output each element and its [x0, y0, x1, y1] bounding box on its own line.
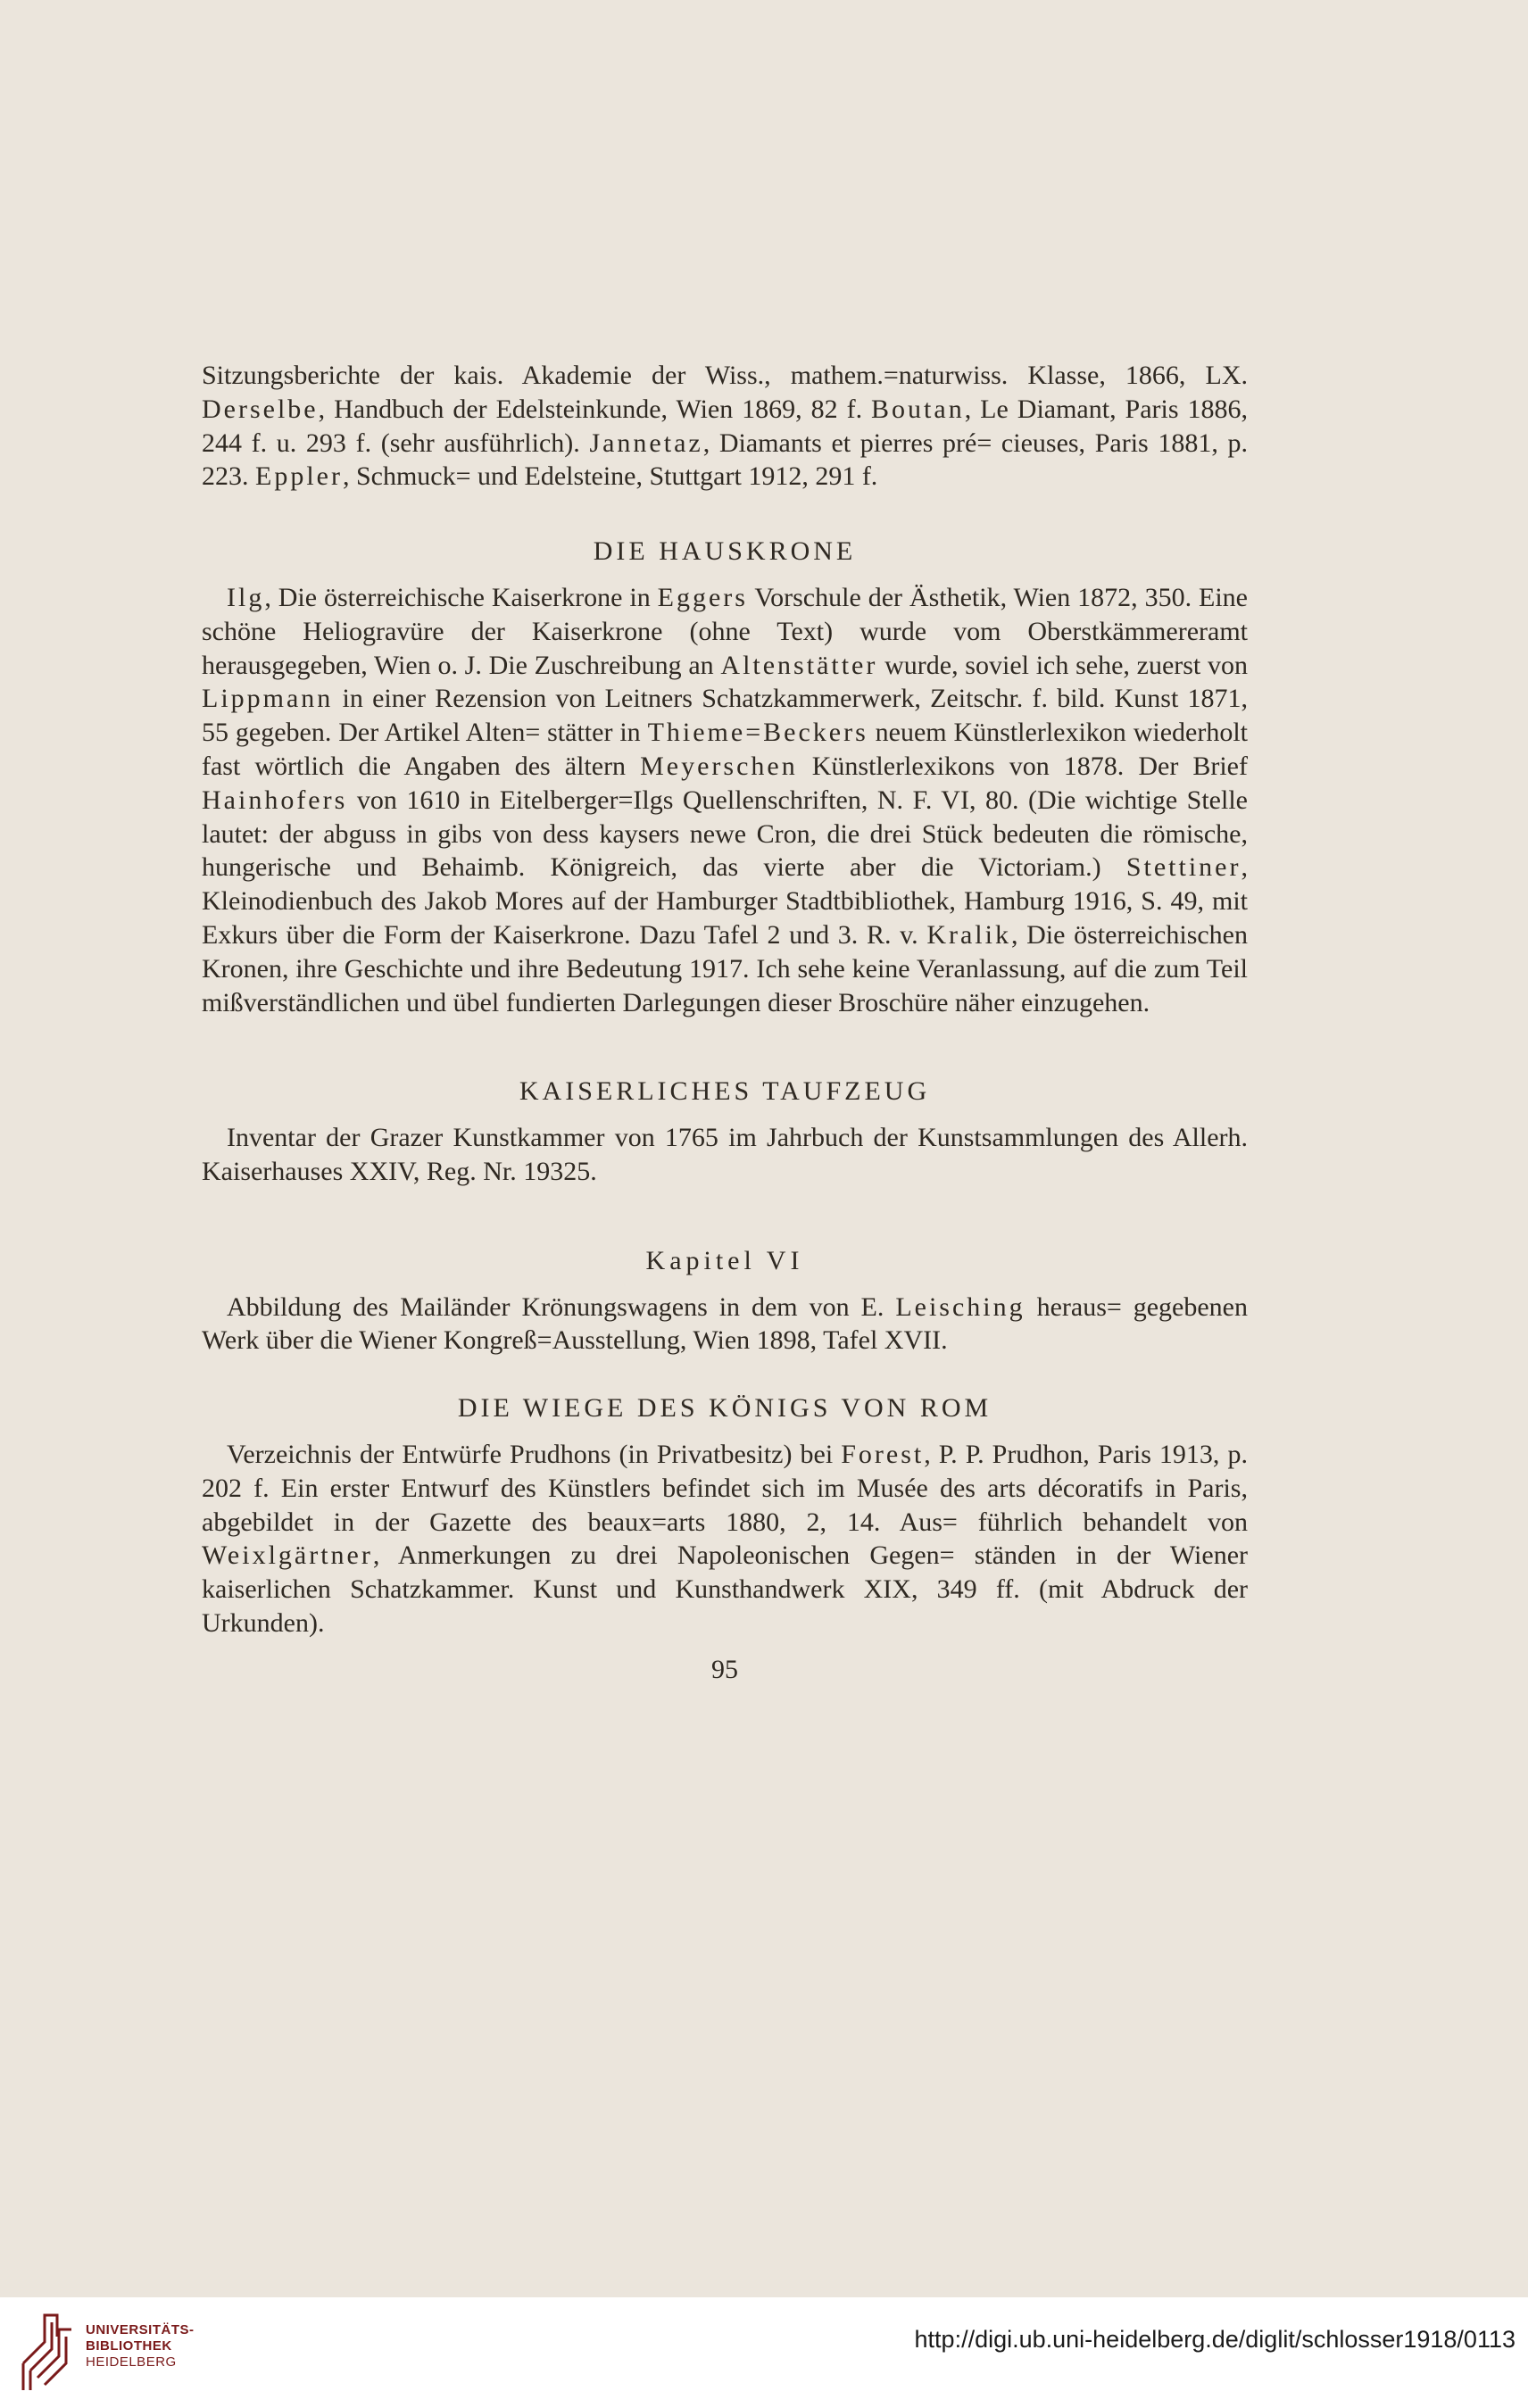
- author-name: Thieme=Beckers: [647, 718, 868, 748]
- hauskrone-paragraph: [202, 581, 1248, 1019]
- author-name: Forest: [841, 1439, 925, 1469]
- logo-line-3: HEIDELBERG: [86, 2354, 177, 2370]
- author-name: Ilg: [227, 582, 265, 612]
- author-name: Hainhofers: [202, 785, 348, 815]
- text-run: neuem Künstlerlexikon wiederholt fast wörtlich die Angaben des ältern: [202, 718, 1248, 781]
- library-logo-icon: [18, 2310, 80, 2396]
- author-name: Lippmann: [202, 684, 334, 714]
- author-name: Boutan: [871, 394, 965, 424]
- text-run: , Handbuch der Edelsteinkunde, Wien 1869, 82 f.: [318, 394, 872, 424]
- text-run: , P. P. Prudhon, Paris 1913, p. 202 f. Ein erster Entwurf des Künstlers befindet sich im Musée des arts décoratifs in Paris, abgebildet in der Gazette des beaux=arts 1880, 2, 14. Aus= führlich behandelt von: [202, 1439, 1248, 1537]
- wiege-paragraph: [202, 1438, 1248, 1640]
- footer-bar: [0, 2297, 1528, 2408]
- text-run: wurde, soviel ich sehe, zuerst von: [877, 650, 1249, 680]
- text-run: , Kleinodienbuch des Jakob Mores auf der Hamburger Stadtbibliothek, Hamburg 1916, S. 49, mit Exkurs über die Form der Kaiserkrone. Dazu Tafel 2 und 3. R. v.: [202, 852, 1248, 950]
- heading-taufzeug: KAISERLICHES TAUFZEUG: [519, 1076, 931, 1107]
- text-run: , Schmuck= und Edelsteine, Stuttgart 1912, 291 f.: [342, 461, 878, 492]
- text-run: Vorschule der Ästhetik, Wien 1872, 350. Eine schöne Heliogravüre der Kaiserkrone (ohne Text) wurde vom Oberstkämmereramt herausgegeben, Wien o. J. Die Zuschreibung an: [202, 582, 1248, 680]
- author-name: Stettiner: [1125, 852, 1242, 883]
- logo-line-2: BIBLIOTHEK: [86, 2338, 172, 2354]
- text-run: , Anmerkungen zu drei Napoleonischen Gegen= ständen in der Wiener kaiserlichen Schatzkammer. Kunst und Kunsthandwerk XIX, 349 ff. (mit Abdruck der Urkunden).: [202, 1540, 1248, 1638]
- intro-paragraph: [202, 359, 1248, 494]
- taufzeug-paragraph: [202, 1121, 1248, 1189]
- page-number: 95: [711, 1654, 738, 1684]
- text-run: , Die österreichische Kaiserkrone in: [264, 582, 658, 612]
- author-name: Leisching: [895, 1291, 1026, 1322]
- heading-kapitel: Kapitel VI: [645, 1245, 804, 1275]
- author-name: Derselbe: [202, 394, 319, 424]
- heading-wiege: DIE WIEGE DES KÖNIGS VON ROM: [457, 1393, 992, 1424]
- library-logo-text: [86, 2322, 195, 2371]
- author-name: Weixlgärtner: [202, 1540, 373, 1571]
- heading-hauskrone: DIE HAUSKRONE: [593, 536, 857, 567]
- text-run: Sitzungsberichte der kais. Akademie der Wiss., mathem.=naturwiss. Klasse, 1866, LX.: [202, 361, 1248, 390]
- kapitel-paragraph: [202, 1291, 1248, 1358]
- source-url-link[interactable]: http://digi.ub.uni-heidelberg.de/diglit/schlosser1918/0113: [914, 2326, 1516, 2353]
- library-logo[interactable]: [18, 2310, 195, 2399]
- text-run: , Le Diamant, Paris 1886, 244 f. u. 293 f. (sehr ausführlich).: [202, 394, 1248, 458]
- text-run: Inventar der Grazer Kunstkammer von 1765 im Jahrbuch der Kunstsammlungen des Allerh. Kaiserhauses XXIV, Reg. Nr. 19325.: [202, 1123, 1248, 1186]
- text-run: Künstlerlexikons von 1878. Der Brief: [797, 751, 1248, 781]
- author-name: Meyerschen: [640, 751, 798, 781]
- text-run: Verzeichnis der Entwürfe Prudhons (in Privatbesitz) bei: [227, 1439, 842, 1469]
- author-name: Kralik: [926, 919, 1011, 950]
- text-run: Abbildung des Mailänder Krönungswagens in dem von E.: [227, 1291, 896, 1322]
- text-run: heraus= gegebenen Werk über die Wiener Kongreß=Ausstellung, Wien 1898, Tafel XVII.: [202, 1291, 1248, 1356]
- logo-line-1: UNIVERSITÄTS-: [86, 2322, 195, 2337]
- author-name: Eppler: [255, 461, 343, 492]
- text-run: , Die österreichischen Kronen, ihre Geschichte und ihre Bedeutung 1917. Ich sehe keine Veranlassung, auf die zum Teil mißverständlichen und übel fundierten Darlegungen dieser Broschüre näher einzugehen.: [202, 919, 1248, 1017]
- text-column: [202, 359, 1248, 1687]
- text-run: von 1610 in Eitelberger=Ilgs Quellenschriften, N. F. VI, 80. (Die wichtige Stelle lautet: der abguss in gibs von dess kaysers newe Cron, die drei Stück bedeuten die römische, hungerische und Behaimb. Königreich, das vierte aber die Victoriam.): [202, 785, 1248, 883]
- author-name: Eggers: [657, 582, 748, 612]
- author-name: Jannetaz: [589, 428, 703, 458]
- text-run: , Diamants et pierres pré= cieuses, Paris 1881, p. 223.: [202, 428, 1248, 492]
- text-run: in einer Rezension von Leitners Schatzkammerwerk, Zeitschr. f. bild. Kunst 1871, 55 gegeben. Der Artikel Alten= stätter in: [202, 684, 1248, 748]
- author-name: Altenstätter: [720, 650, 878, 680]
